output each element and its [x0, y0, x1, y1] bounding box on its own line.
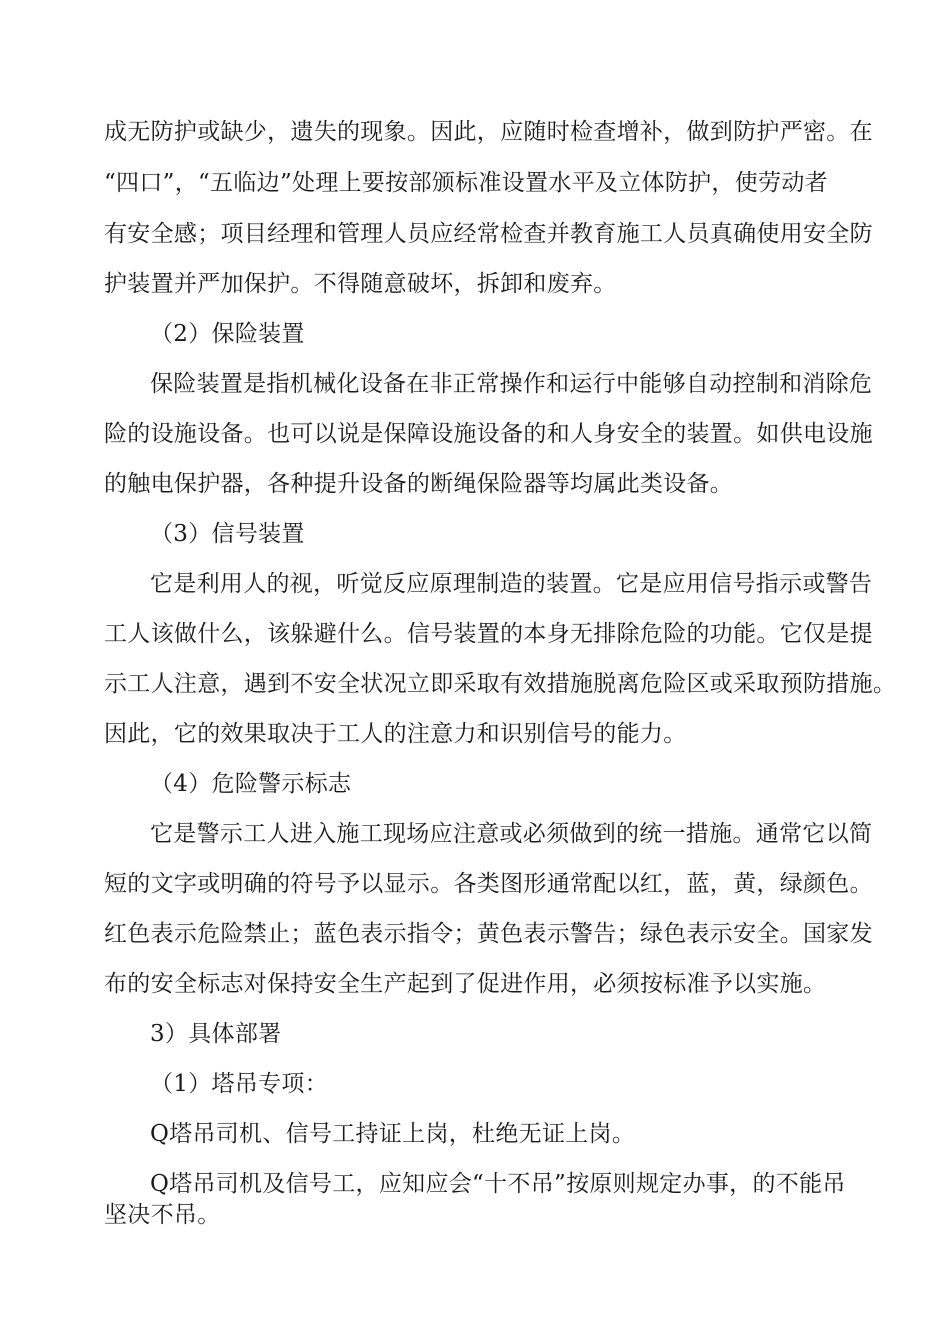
text-line: 有安全感；项目经理和管理人员应经常检查并教育施工人员真确使用安全防: [104, 221, 873, 247]
section-heading: 3）具体部署: [150, 1021, 282, 1047]
text-line: 工人该做什么，该躲避什么。信号装置的本身无排除危险的功能。它仅是提: [104, 621, 873, 647]
text-line: 成无防护或缺少，遗失的现象。因此，应随时检查增补，做到防护严密。在: [104, 119, 873, 145]
text-line: 它是警示工人进入施工现场应注意或必须做到的统一措施。通常它以简: [150, 821, 873, 847]
section-heading: （4）危险警示标志: [150, 771, 352, 797]
text-line: 保险装置是指机械化设备在非正常操作和运行中能够自动控制和消除危: [150, 371, 873, 397]
text-line: 坚决不吊。: [104, 1202, 221, 1228]
text-line: 的触电保护器，各种提升设备的断绳保险器等均属此类设备。: [104, 471, 734, 497]
text-line: “四口”，“五临边”处理上要按部颁标准设置水平及立体防护，使劳动者: [104, 170, 828, 196]
text-line: 因此，它的效果取决于工人的注意力和识别信号的能力。: [104, 721, 687, 747]
section-heading: （3）信号装置: [150, 521, 305, 547]
text-line: Q塔吊司机及信号工，应知应会“十不吊”按原则规定办事，的不能吊: [150, 1171, 846, 1197]
text-line: 它是利用人的视，听觉反应原理制造的装置。它是应用信号指示或警告: [150, 571, 873, 597]
text-line: 示工人注意，遇到不安全状况立即采取有效措施脱离危险区或采取预防措施。: [104, 671, 897, 697]
text-line: 护装置并严加保护。不得随意破坏，拆卸和废弃。: [104, 271, 617, 297]
text-line: 红色表示危险禁止；蓝色表示指令；黄色表示警告；绿色表示安全。国家发: [104, 921, 873, 947]
section-heading: （2）保险装置: [150, 321, 305, 347]
subsection-heading: （1）塔吊专项：: [150, 1071, 329, 1097]
text-line: 险的设施设备。也可以说是保障设施设备的和人身安全的装置。如供电设施: [104, 421, 873, 447]
text-line: 短的文字或明确的符号予以显示。各类图形通常配以红，蓝，黄，绿颜色。: [104, 871, 873, 897]
text-line: Q塔吊司机、信号工持证上岗，杜绝无证上岗。: [150, 1121, 636, 1147]
text-line: 布的安全标志对保持安全生产起到了促进作用，必须按标准予以实施。: [104, 971, 827, 997]
